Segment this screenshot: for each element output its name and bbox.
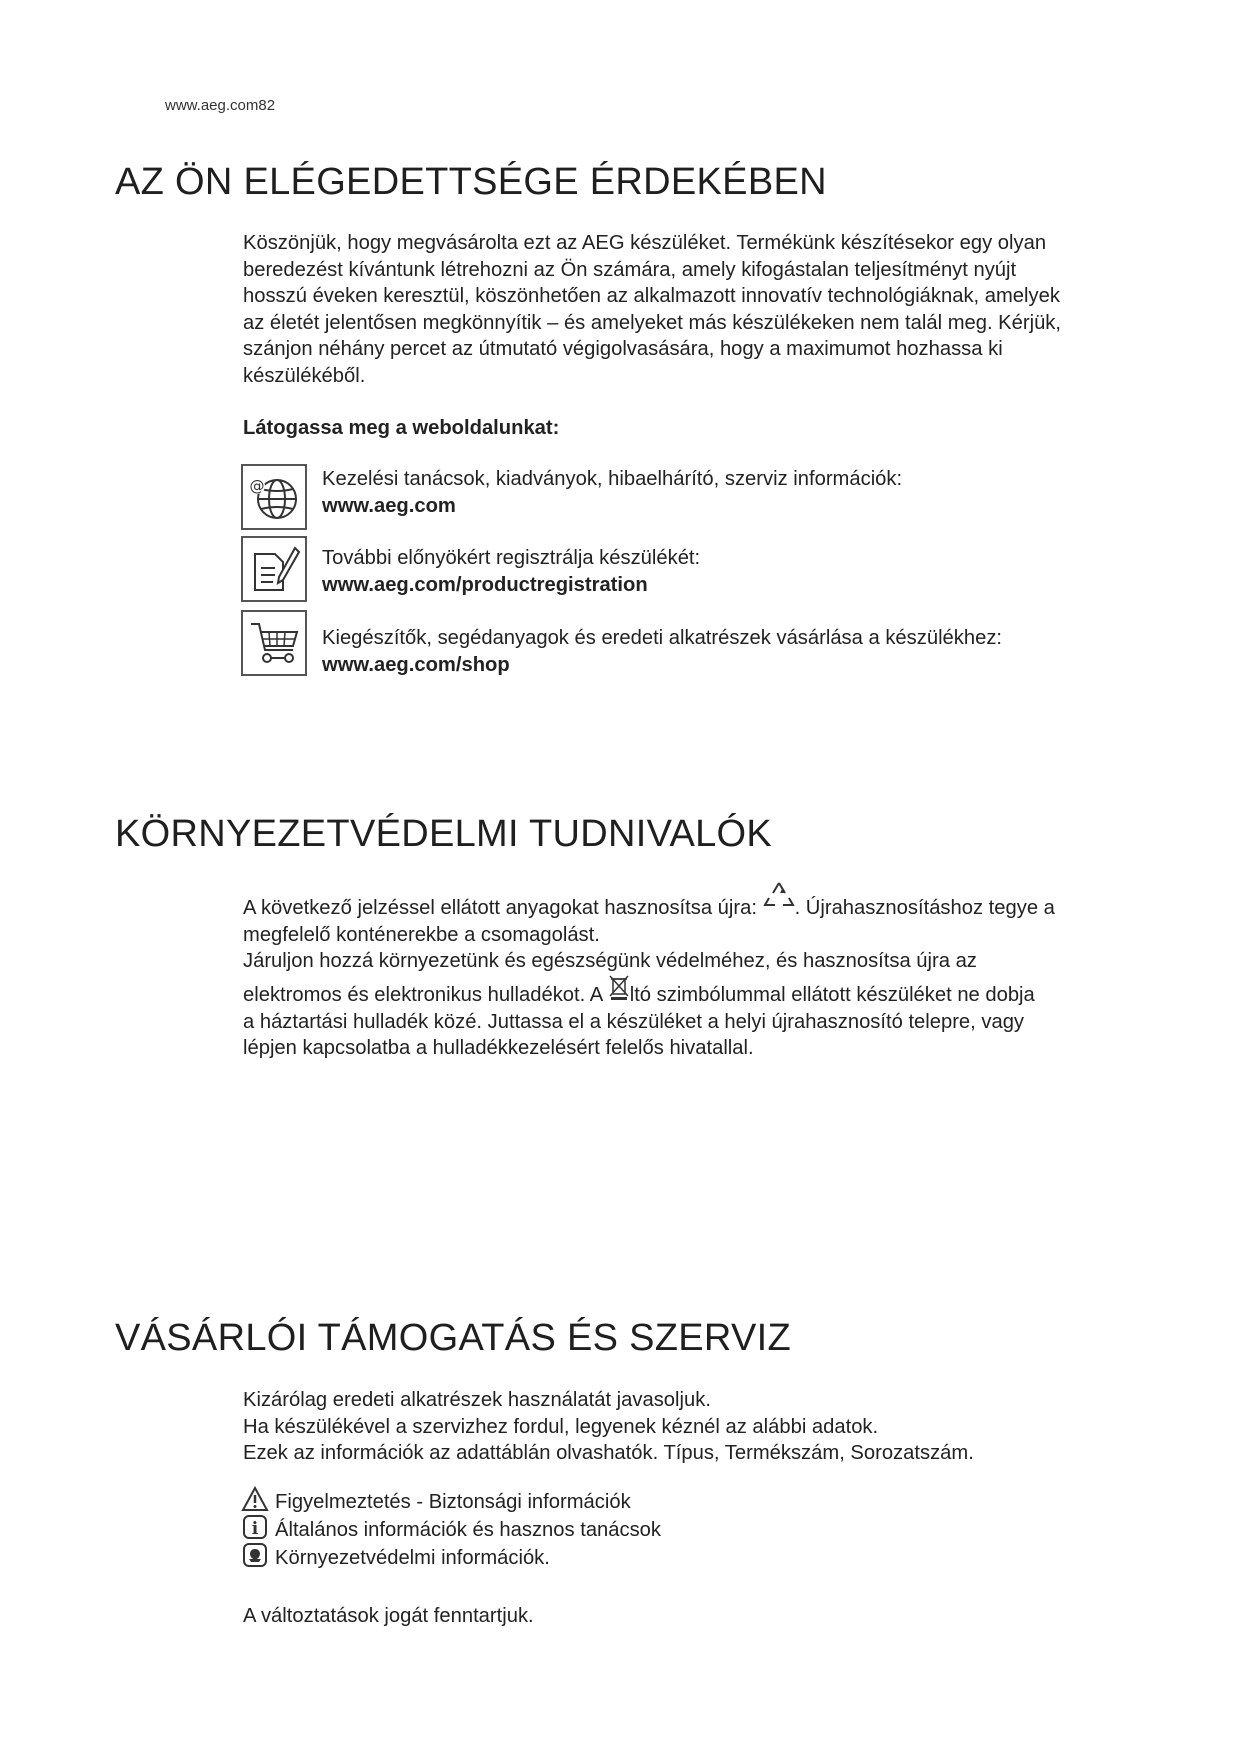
legend-warning-text: Figyelmeztetés - Biztonsági információk [275, 1490, 631, 1513]
paragraph-line: megfelelő konténerekbe a csomagolást. [243, 923, 600, 946]
environment-line4-end: ltó szimbólummal ellátott készüléket ne dobja [629, 983, 1035, 1006]
satisfaction-paragraph [243, 230, 1143, 389]
link-url-support[interactable]: www.aeg.com [322, 495, 456, 517]
svg-text:i: i [251, 1519, 259, 1539]
section-title-environment: KÖRNYEZETVÉDELMI TUDNIVALÓK [115, 813, 773, 855]
paragraph-line: az életét jelentősen megkönnyítik – és amelyeket más készülékeken nem talál meg. Kérjük, [243, 311, 1062, 334]
paragraph-line: Járuljon hozzá környezetünk és egészségünk védelméhez, és hasznosítsa újra az [243, 950, 977, 973]
environment-paragraph [243, 895, 1163, 1062]
paragraph-line: beredezést kívántunk létrehozni az Ön számára, amely kifogástalan teljesítményt nyújt [243, 258, 1017, 281]
link-description: Kiegészítők, segédanyagok és eredeti alkatrészek vásárlása a készülékhez: [322, 627, 1003, 649]
environment-line1-start: A következő jelzéssel ellátott anyagokat hasznosítsa újra: [243, 897, 757, 919]
link-description: Kezelési tanácsok, kiadványok, hibaelhárító, szerviz információk: [322, 468, 903, 490]
section-title-satisfaction: AZ ÖN ELÉGEDETTSÉGE ÉRDEKÉBEN [115, 161, 827, 203]
visit-website-heading: Látogassa meg a weboldalunkat: [243, 417, 560, 439]
link-description: További előnyökért regisztrálja készülékét: [322, 547, 701, 569]
paragraph-line: Köszönjük, hogy megvásárolta ezt az AEG készüléket. Termékünk készítésekor egy olyan [243, 232, 1047, 254]
environment-line4-start: elektromos és elektronikus hulladékot. A [243, 983, 603, 1006]
link-url-registration[interactable]: www.aeg.com/productregistration [322, 574, 648, 596]
paragraph-line: hosszú éveken keresztül, köszönhetően az alkalmazott innovatív technológiáknak, amelyek [243, 285, 1060, 307]
crossed-bin-icon [608, 982, 630, 1009]
legend-environment-text: Környezetvédelmi információk. [275, 1546, 550, 1569]
paragraph-line: Ezek az információk az adattáblán olvashatók. Típus, Termékszám, Sorozatszám. [243, 1442, 974, 1464]
link-url-shop[interactable]: www.aeg.com/shop [322, 654, 510, 676]
paragraph-line: lépjen kapcsolatba a hulladékkezelésért felelős hivatallal. [243, 1037, 754, 1060]
paragraph-line: a háztartási hulladék közé. Juttassa el a készüléket a helyi újrahasznosító telepre, vagy [243, 1010, 1025, 1033]
register-document-icon [241, 536, 307, 602]
link-item-registration [322, 545, 1142, 599]
paragraph-line [243, 982, 1163, 1009]
recycling-icon [763, 895, 795, 922]
legend-info-text: Általános információk és hasznos tanácsok [275, 1518, 662, 1541]
paragraph-line: készülékéből. [243, 364, 366, 387]
footer-note: A változtatások jogát fenntartjuk. [243, 1605, 534, 1627]
environment-leaf-icon [241, 1542, 269, 1574]
link-item-support [322, 466, 1142, 520]
paragraph-line: Kizárólag eredeti alkatrészek használatát javasoljuk. [243, 1389, 711, 1411]
section-title-service: VÁSÁRLÓI TÁMOGATÁS ÉS SZERVIZ [115, 1317, 791, 1359]
service-paragraph [243, 1387, 1143, 1467]
shopping-cart-icon [241, 610, 307, 676]
environment-line1-end: . Újrahasznosításhoz tegye a [794, 897, 1055, 919]
paragraph-line: Ha készülékével a szervizhez fordul, legyenek kéznél az alábbi adatok. [243, 1415, 879, 1438]
svg-text:@: @ [249, 477, 265, 495]
paragraph-line [243, 895, 1163, 922]
paragraph-line: szánjon néhány percet az útmutató végigolvasására, hogy a maximumot hozhassa ki [243, 338, 1003, 360]
page-header-url: www.aeg.com82 [165, 97, 276, 114]
globe-at-icon [241, 464, 307, 530]
link-item-shop [322, 625, 1142, 679]
legend-environment [241, 1542, 550, 1574]
